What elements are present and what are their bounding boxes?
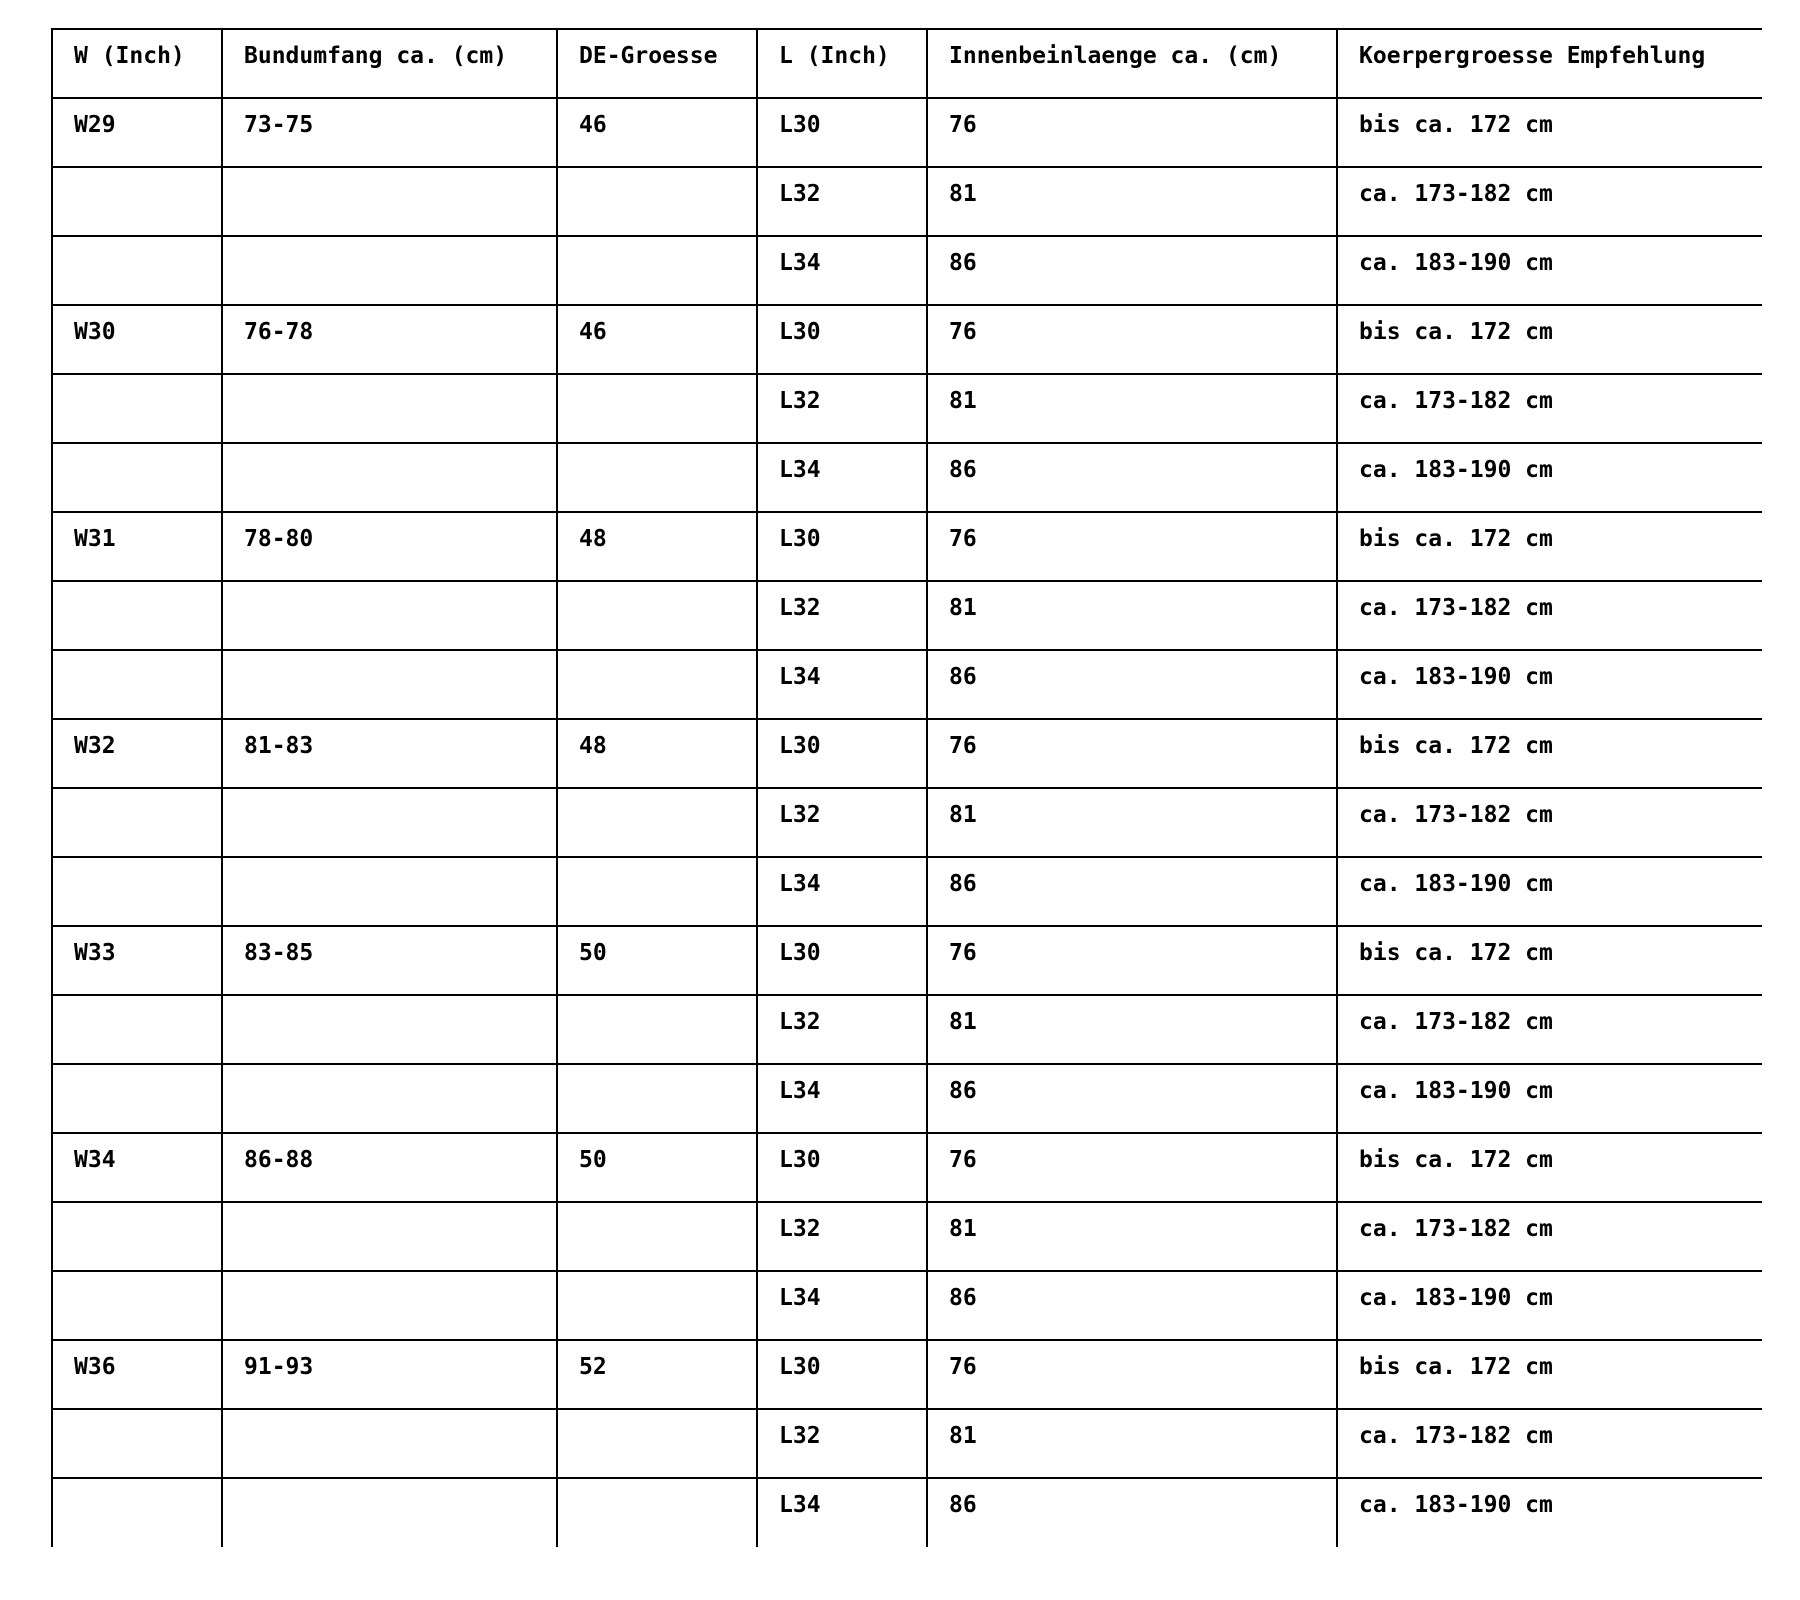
length-inch-cell: L30 xyxy=(757,1133,927,1202)
waist-circumference-cell xyxy=(222,788,557,857)
inseam-length-cell: 76 xyxy=(927,98,1337,167)
waist-inch-cell: W33 xyxy=(52,926,222,995)
header-inseam-length: Innenbeinlaenge ca. (cm) xyxy=(927,29,1337,98)
height-recommendation-cell: ca. 183-190 cm xyxy=(1337,443,1762,512)
table-row xyxy=(52,305,1762,374)
table-row xyxy=(52,1133,1762,1202)
length-inch-cell: L32 xyxy=(757,1409,927,1478)
table-row xyxy=(52,719,1762,788)
de-size-cell: 52 xyxy=(557,1340,757,1409)
waist-circumference-cell: 91-93 xyxy=(222,1340,557,1409)
height-recommendation-cell: ca. 183-190 cm xyxy=(1337,1478,1762,1547)
length-inch-cell: L32 xyxy=(757,1202,927,1271)
waist-inch-cell xyxy=(52,788,222,857)
waist-circumference-cell: 76-78 xyxy=(222,305,557,374)
waist-inch-cell: W36 xyxy=(52,1340,222,1409)
waist-circumference-cell xyxy=(222,857,557,926)
de-size-cell xyxy=(557,857,757,926)
waist-circumference-cell xyxy=(222,1409,557,1478)
inseam-length-cell: 76 xyxy=(927,512,1337,581)
inseam-length-cell: 81 xyxy=(927,788,1337,857)
length-inch-cell: L34 xyxy=(757,443,927,512)
waist-inch-cell: W29 xyxy=(52,98,222,167)
waist-circumference-cell xyxy=(222,236,557,305)
height-recommendation-cell: ca. 173-182 cm xyxy=(1337,788,1762,857)
waist-inch-cell xyxy=(52,236,222,305)
de-size-cell xyxy=(557,788,757,857)
header-length-inch: L (Inch) xyxy=(757,29,927,98)
length-inch-cell: L30 xyxy=(757,512,927,581)
table-row xyxy=(52,374,1762,443)
table-row xyxy=(52,512,1762,581)
height-recommendation-cell: bis ca. 172 cm xyxy=(1337,98,1762,167)
height-recommendation-cell: ca. 183-190 cm xyxy=(1337,857,1762,926)
height-recommendation-cell: bis ca. 172 cm xyxy=(1337,719,1762,788)
waist-inch-cell xyxy=(52,857,222,926)
waist-circumference-cell: 73-75 xyxy=(222,98,557,167)
de-size-cell xyxy=(557,374,757,443)
waist-circumference-cell: 81-83 xyxy=(222,719,557,788)
height-recommendation-cell: ca. 173-182 cm xyxy=(1337,167,1762,236)
header-de-size: DE-Groesse xyxy=(557,29,757,98)
length-inch-cell: L30 xyxy=(757,98,927,167)
inseam-length-cell: 76 xyxy=(927,1340,1337,1409)
header-waist-circumference: Bundumfang ca. (cm) xyxy=(222,29,557,98)
table-row xyxy=(52,1478,1762,1547)
waist-inch-cell: W32 xyxy=(52,719,222,788)
waist-inch-cell xyxy=(52,1409,222,1478)
height-recommendation-cell: ca. 173-182 cm xyxy=(1337,1202,1762,1271)
de-size-cell: 48 xyxy=(557,719,757,788)
inseam-length-cell: 86 xyxy=(927,650,1337,719)
inseam-length-cell: 76 xyxy=(927,719,1337,788)
inseam-length-cell: 76 xyxy=(927,926,1337,995)
table-row xyxy=(52,1409,1762,1478)
inseam-length-cell: 81 xyxy=(927,581,1337,650)
length-inch-cell: L34 xyxy=(757,236,927,305)
waist-circumference-cell xyxy=(222,650,557,719)
header-waist-inch: W (Inch) xyxy=(52,29,222,98)
height-recommendation-cell: ca. 173-182 cm xyxy=(1337,581,1762,650)
waist-circumference-cell xyxy=(222,1202,557,1271)
de-size-cell: 50 xyxy=(557,926,757,995)
de-size-cell xyxy=(557,581,757,650)
table-row xyxy=(52,995,1762,1064)
table-row xyxy=(52,650,1762,719)
table-row xyxy=(52,167,1762,236)
table-row xyxy=(52,788,1762,857)
table-row xyxy=(52,98,1762,167)
waist-circumference-cell xyxy=(222,443,557,512)
waist-inch-cell xyxy=(52,1478,222,1547)
de-size-cell xyxy=(557,1202,757,1271)
header-row xyxy=(52,29,1762,98)
waist-inch-cell xyxy=(52,1064,222,1133)
waist-inch-cell: W30 xyxy=(52,305,222,374)
length-inch-cell: L34 xyxy=(757,1064,927,1133)
length-inch-cell: L32 xyxy=(757,995,927,1064)
waist-inch-cell xyxy=(52,374,222,443)
waist-circumference-cell: 83-85 xyxy=(222,926,557,995)
inseam-length-cell: 86 xyxy=(927,1064,1337,1133)
table-body xyxy=(52,98,1762,1547)
waist-circumference-cell xyxy=(222,995,557,1064)
inseam-length-cell: 81 xyxy=(927,1202,1337,1271)
inseam-length-cell: 81 xyxy=(927,1409,1337,1478)
inseam-length-cell: 76 xyxy=(927,1133,1337,1202)
waist-circumference-cell: 78-80 xyxy=(222,512,557,581)
inseam-length-cell: 81 xyxy=(927,167,1337,236)
inseam-length-cell: 86 xyxy=(927,443,1337,512)
de-size-cell xyxy=(557,443,757,512)
de-size-cell: 48 xyxy=(557,512,757,581)
length-inch-cell: L30 xyxy=(757,1340,927,1409)
length-inch-cell: L34 xyxy=(757,1271,927,1340)
waist-inch-cell xyxy=(52,443,222,512)
height-recommendation-cell: ca. 183-190 cm xyxy=(1337,1271,1762,1340)
inseam-length-cell: 86 xyxy=(927,1271,1337,1340)
de-size-cell xyxy=(557,1409,757,1478)
height-recommendation-cell: bis ca. 172 cm xyxy=(1337,1133,1762,1202)
length-inch-cell: L34 xyxy=(757,650,927,719)
length-inch-cell: L30 xyxy=(757,719,927,788)
inseam-length-cell: 81 xyxy=(927,374,1337,443)
de-size-cell: 46 xyxy=(557,305,757,374)
height-recommendation-cell: ca. 173-182 cm xyxy=(1337,995,1762,1064)
length-inch-cell: L32 xyxy=(757,374,927,443)
height-recommendation-cell: ca. 183-190 cm xyxy=(1337,1064,1762,1133)
waist-circumference-cell xyxy=(222,1271,557,1340)
table-row xyxy=(52,443,1762,512)
waist-inch-cell: W34 xyxy=(52,1133,222,1202)
height-recommendation-cell: ca. 173-182 cm xyxy=(1337,374,1762,443)
de-size-cell xyxy=(557,650,757,719)
height-recommendation-cell: bis ca. 172 cm xyxy=(1337,305,1762,374)
de-size-cell xyxy=(557,995,757,1064)
de-size-cell xyxy=(557,1271,757,1340)
waist-circumference-cell xyxy=(222,1478,557,1547)
waist-circumference-cell: 86-88 xyxy=(222,1133,557,1202)
de-size-cell xyxy=(557,236,757,305)
size-table xyxy=(51,28,1762,1547)
de-size-cell xyxy=(557,167,757,236)
table-row xyxy=(52,1340,1762,1409)
inseam-length-cell: 86 xyxy=(927,236,1337,305)
length-inch-cell: L30 xyxy=(757,305,927,374)
de-size-cell: 46 xyxy=(557,98,757,167)
waist-inch-cell xyxy=(52,1202,222,1271)
waist-inch-cell xyxy=(52,581,222,650)
table-row xyxy=(52,1202,1762,1271)
table-row xyxy=(52,236,1762,305)
length-inch-cell: L32 xyxy=(757,581,927,650)
length-inch-cell: L32 xyxy=(757,788,927,857)
table-row xyxy=(52,1064,1762,1133)
table-row xyxy=(52,1271,1762,1340)
inseam-length-cell: 86 xyxy=(927,857,1337,926)
length-inch-cell: L34 xyxy=(757,857,927,926)
height-recommendation-cell: ca. 183-190 cm xyxy=(1337,650,1762,719)
de-size-cell: 50 xyxy=(557,1133,757,1202)
height-recommendation-cell: ca. 173-182 cm xyxy=(1337,1409,1762,1478)
waist-inch-cell xyxy=(52,995,222,1064)
inseam-length-cell: 86 xyxy=(927,1478,1337,1547)
height-recommendation-cell: ca. 183-190 cm xyxy=(1337,236,1762,305)
inseam-length-cell: 76 xyxy=(927,305,1337,374)
waist-circumference-cell xyxy=(222,167,557,236)
height-recommendation-cell: bis ca. 172 cm xyxy=(1337,512,1762,581)
length-inch-cell: L32 xyxy=(757,167,927,236)
waist-inch-cell xyxy=(52,167,222,236)
waist-inch-cell: W31 xyxy=(52,512,222,581)
table-row xyxy=(52,857,1762,926)
length-inch-cell: L34 xyxy=(757,1478,927,1547)
de-size-cell xyxy=(557,1064,757,1133)
waist-circumference-cell xyxy=(222,374,557,443)
length-inch-cell: L30 xyxy=(757,926,927,995)
de-size-cell xyxy=(557,1478,757,1547)
inseam-length-cell: 81 xyxy=(927,995,1337,1064)
waist-circumference-cell xyxy=(222,581,557,650)
table-row xyxy=(52,926,1762,995)
height-recommendation-cell: bis ca. 172 cm xyxy=(1337,1340,1762,1409)
header-height-recommendation: Koerpergroesse Empfehlung xyxy=(1337,29,1762,98)
table-row xyxy=(52,581,1762,650)
height-recommendation-cell: bis ca. 172 cm xyxy=(1337,926,1762,995)
waist-inch-cell xyxy=(52,650,222,719)
waist-inch-cell xyxy=(52,1271,222,1340)
waist-circumference-cell xyxy=(222,1064,557,1133)
table-header xyxy=(52,29,1762,98)
